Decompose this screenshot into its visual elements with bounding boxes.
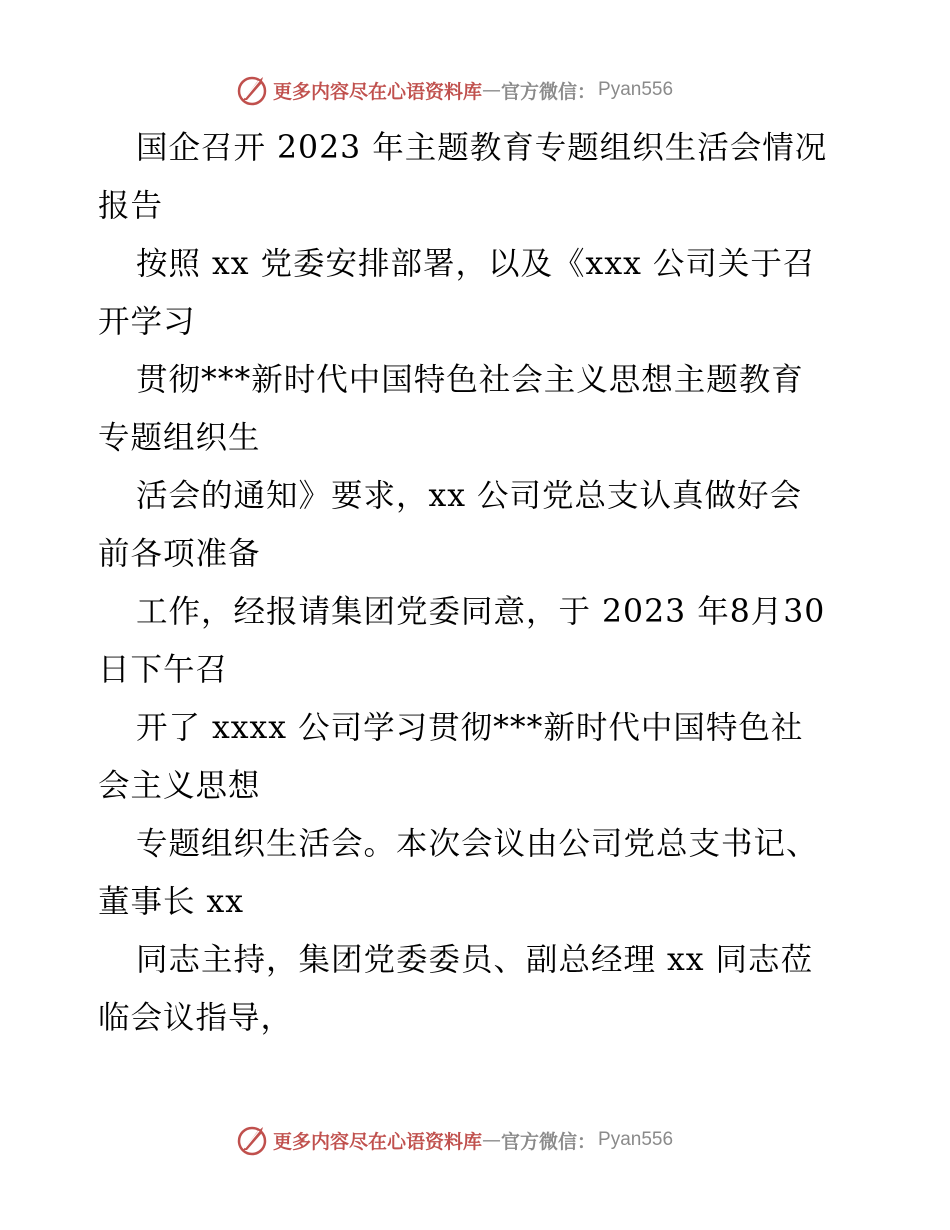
quill-pen-logo-icon: [235, 73, 269, 107]
paragraph-line: 按照 xx 党委安排部署，以及《xxx 公司关于召: [136, 246, 816, 282]
paragraph-line: 专题组织生活会。本次会议由公司党总支书记、: [136, 826, 819, 862]
watermark-wechat-label: 官方微信：: [501, 80, 597, 103]
watermark-text: 更多内容尽在心语资料库: [273, 80, 483, 103]
watermark-wechat-label: 官方微信：: [501, 1130, 597, 1153]
paragraph-line: 工作，经报请集团党委同意，于 2023 年8月30: [136, 594, 826, 630]
paragraph-line: 活会的通知》要求，xx 公司党总支认真做好会: [136, 478, 803, 514]
quill-pen-logo-icon: [235, 1123, 269, 1157]
footer-watermark: [235, 1122, 673, 1158]
paragraph-line: 开学习: [98, 304, 196, 340]
watermark-wechat-id: Pyan556: [598, 1129, 674, 1150]
paragraph-line: 贯彻***新时代中国特色社会主义思想主题教育: [136, 362, 804, 398]
title-line-2: 报告: [98, 188, 164, 224]
paragraph-line: 日下午召: [98, 652, 229, 688]
title-line-1: 国企召开 2023 年主题教育专题组织生活会情况: [136, 130, 828, 166]
paragraph-line: 开了 xxxx 公司学习贯彻***新时代中国特色社: [136, 710, 804, 746]
document-body: [98, 119, 858, 1047]
watermark-wechat-id: Pyan556: [598, 79, 674, 100]
paragraph-line: 专题组织生: [98, 420, 261, 456]
watermark-dash: —: [482, 79, 502, 101]
watermark-text: 更多内容尽在心语资料库: [273, 1130, 483, 1153]
header-watermark: [235, 72, 673, 108]
watermark-dash: —: [482, 1129, 502, 1151]
paragraph-line: 董事长 xx: [98, 884, 245, 920]
paragraph-line: 同志主持，集团党委委员、副总经理 xx 同志莅: [136, 942, 814, 978]
paragraph-line: 会主义思想: [98, 768, 261, 804]
paragraph-line: 前各项准备: [98, 536, 261, 572]
paragraph-line: 临会议指导，: [98, 1000, 294, 1036]
